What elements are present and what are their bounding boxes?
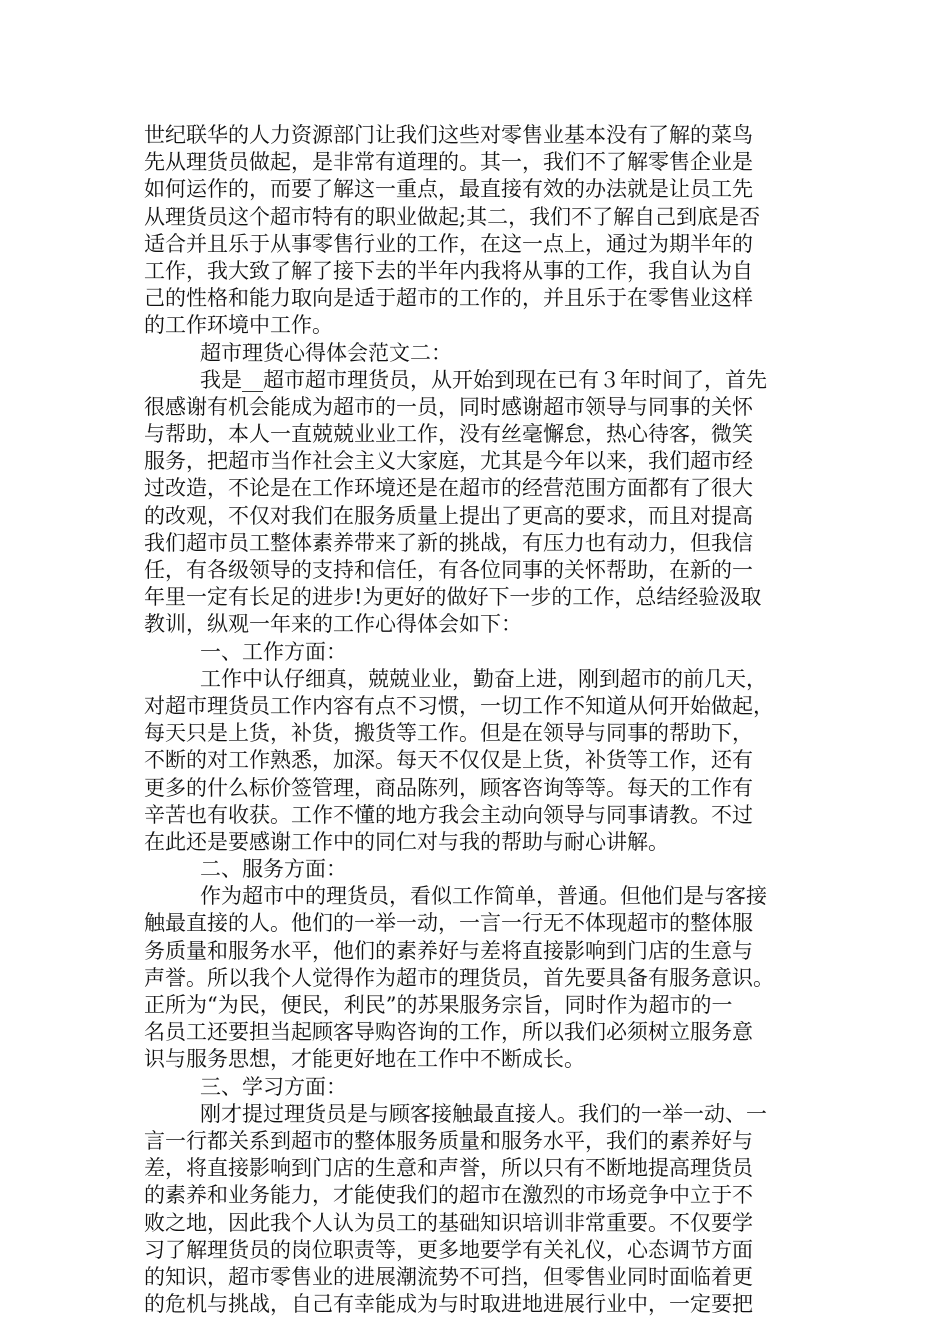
paragraph-intro <box>144 367 808 639</box>
text-line: 识与服务思想，才能更好地在工作中不断成长。 <box>144 1047 585 1072</box>
subheading-text: 二、服务方面： <box>200 857 347 882</box>
paragraph-study <box>144 1101 808 1319</box>
text-line: 过改造，不论是在工作环境还是在超市的经营范围方面都有了很大 <box>144 476 753 501</box>
text-line: 年里一定有长足的进步!为更好的做好下一步的工作，总结经验汲取 <box>144 585 762 610</box>
text-line: 在此还是要感谢工作中的同仁对与我的帮助与耐心讲解。 <box>144 829 669 854</box>
text-line: 败之地，因此我个人认为员工的基础知识培训非常重要。不仅要学 <box>144 1210 753 1235</box>
text-line: 世纪联华的人力资源部门让我们这些对零售业基本没有了解的菜鸟 <box>144 123 753 147</box>
text-line: 从理货员这个超市特有的职业做起;其二，我们不了解自己到底是否 <box>144 204 761 229</box>
text-line: 辛苦也有收获。工作不懂的地方我会主动向领导与同事请教。不过 <box>144 802 753 827</box>
text-line: 工作中认仔细真，兢兢业业，勤奋上进，刚到超市的前几天， <box>200 666 767 691</box>
text-line: 如何运作的，而要了解这一重点，最直接有效的办法就是让员工先 <box>144 177 753 202</box>
document-page <box>144 122 808 1318</box>
text-line: 服务，把超市当作社会主义大家庭，尤其是今年以来，我们超市经 <box>144 449 753 474</box>
subheading-text: 一、工作方面： <box>200 639 347 664</box>
text-line: 己的性格和能力取向是适于超市的工作的，并且乐于在零售业这样 <box>144 286 753 311</box>
subheading-text: 三、学习方面： <box>200 1074 347 1099</box>
text-line: 先从理货员做起，是非常有道理的。其一，我们不了解零售企业是 <box>144 150 753 175</box>
subheading-work <box>144 639 808 666</box>
subheading-study <box>144 1074 808 1101</box>
text-line: 教训，纵观一年来的工作心得体会如下： <box>144 612 522 637</box>
text-line: 差，将直接影响到门店的生意和声誉，所以只有不断地提高理货员 <box>144 1156 753 1181</box>
text-line: 的改观，不仅对我们在服务质量上提出了更高的要求，而且对提高 <box>144 503 753 528</box>
text-line: 更多的什么标价签管理，商品陈列，顾客咨询等等。每天的工作有 <box>144 775 753 800</box>
text-line: 言一行都关系到超市的整体服务质量和服务水平，我们的素养好与 <box>144 1128 753 1153</box>
text-line: 我们超市员工整体素养带来了新的挑战，有压力也有动力，但我信 <box>144 530 753 555</box>
paragraph-service <box>144 883 808 1073</box>
text-line: 不断的对工作熟悉，加深。每天不仅仅是上货，补货等工作，还有 <box>144 748 753 773</box>
text-line: 的知识，超市零售业的进展潮流势不可挡，但零售业同时面临着更 <box>144 1264 753 1289</box>
paragraph-work <box>144 666 808 856</box>
text-line: 的危机与挑战，自己有幸能成为与时取进地进展行业中，一定要把 <box>144 1292 753 1317</box>
text-line: 刚才提过理货员是与顾客接触最直接人。我们的一举一动、一 <box>200 1101 767 1126</box>
text-line: 的素养和业务能力，才能使我们的超市在激烈的市场竞争中立于不 <box>144 1183 753 1208</box>
text-line: 任，有各级领导的支持和信任，有各位同事的关怀帮助，在新的一 <box>144 558 753 582</box>
text-line: 每天只是上货，补货，搬货等工作。但是在领导与同事的帮助下， <box>144 721 753 746</box>
text-line: 的工作环境中工作。 <box>144 313 333 338</box>
text-line: 务质量和服务水平，他们的素养好与差将直接影响到门店的生意与 <box>144 938 753 963</box>
subheading-service <box>144 856 808 883</box>
section-title <box>144 340 808 367</box>
text-line: 适合并且乐于从事零售行业的工作，在这一点上，通过为期半年的 <box>144 231 753 256</box>
text-line: 对超市理货员工作内容有点不习惯，一切工作不知道从何开始做起， <box>144 693 774 718</box>
text-line: 我是__超市超市理货员，从开始到现在已有３年时间了，首先 <box>200 367 767 392</box>
paragraph-continuation <box>144 122 808 340</box>
text-line: 很感谢有机会能成为超市的一员，同时感谢超市领导与同事的关怀 <box>144 394 753 419</box>
text-line: 工作，我大致了解了接下去的半年内我将从事的工作，我自认为自 <box>144 258 753 283</box>
section-title-text: 超市理货心得体会范文二： <box>200 340 452 365</box>
text-line: 正所为“为民，便民，利民”的苏果服务宗旨，同时作为超市的一 <box>144 993 733 1017</box>
text-line: 声誉。所以我个人觉得作为超市的理货员，首先要具备有服务意识。 <box>144 965 774 990</box>
text-line: 触最直接的人。他们的一举一动，一言一行无不体现超市的整体服 <box>144 911 753 936</box>
text-line: 作为超市中的理货员，看似工作简单，普通。但他们是与客接 <box>200 884 767 909</box>
text-line: 与帮助，本人一直兢兢业业工作，没有丝毫懈怠，热心待客，微笑 <box>144 422 753 447</box>
text-line: 习了解理货员的岗位职责等，更多地要学有关礼仪，心态调节方面 <box>144 1237 753 1262</box>
text-line: 名员工还要担当起顾客导购咨询的工作，所以我们必须树立服务意 <box>144 1020 753 1045</box>
